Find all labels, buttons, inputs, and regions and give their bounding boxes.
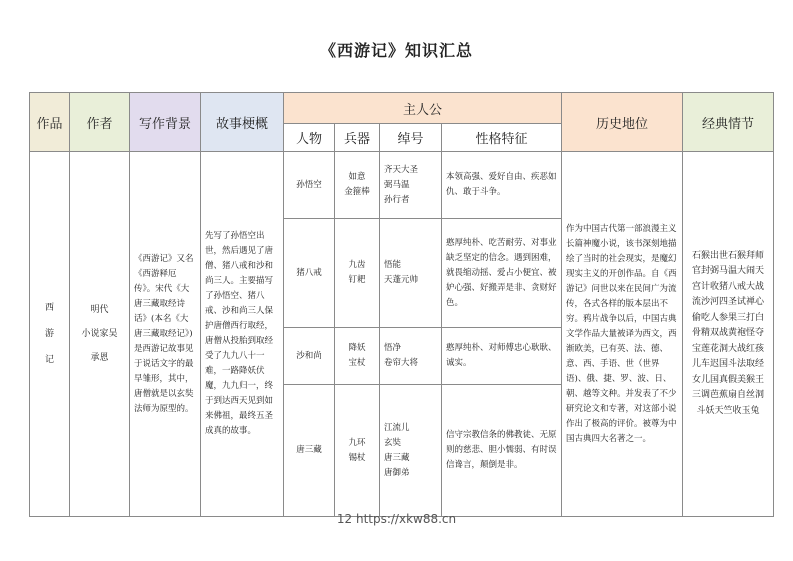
header-classic: 经典情节	[683, 93, 774, 152]
header-author: 作者	[70, 93, 130, 152]
work-char: 游	[44, 329, 54, 339]
background-text: 《西游记》又名《西游释厄传》。宋代《大唐三藏取经诗话》(本名《大唐三藏取经记》)是西游记故事见于说话文字的最早雏形，其中，唐僧就是以玄奘法师为原型的。	[134, 253, 194, 414]
character-weapon: 如意 金箍棒	[335, 152, 380, 219]
subheader-weapon: 兵器	[335, 124, 380, 152]
character-traits: 本领高强、爱好自由、疾恶如仇、敢于斗争。	[442, 152, 562, 219]
character-traits: 信守宗教信条的佛教徒、无原则的慈悲、胆小懦弱、有时误信谗言，颠倒是非。	[442, 385, 562, 517]
footer-page-url: 12 https://xkw88.cn	[336, 512, 457, 526]
knowledge-table	[29, 92, 774, 517]
plot-cell	[201, 152, 284, 517]
character-name: 唐三藏	[284, 385, 335, 517]
subheader-person: 人物	[284, 124, 335, 152]
character-weapon: 降妖 宝杖	[335, 328, 380, 385]
character-traits: 憨厚纯朴、对师傅忠心耿耿、诚实。	[442, 328, 562, 385]
character-nickname: 悟能 天蓬元帅	[380, 219, 442, 328]
status-text: 作为中国古代第一部浪漫主义长篇神魔小说，该书深刻地描绘了当时的社会现实，是魔幻现实主义的开创作品。自《西游记》问世以来在民间广为流传，各式各样的版本层出不穷。鸦片战争以后，中国古典文学作品大量被译为西文，西渐欧美，已有英、法、德、意、西、手语、世（世界语)、俄、捷、罗、波、日、朝、越等文种。并发表了不少研究论文和专著，对这部小说作出了极高的评价。被尊为中国古典四大名著之一。	[566, 223, 677, 444]
character-weapon: 九环 锡杖	[335, 385, 380, 517]
header-plot: 故事梗概	[201, 93, 284, 152]
classic-text: 石猴出世石猴拜师官封弼马温大闹天宫计收猪八戒大战流沙河四圣试禅心偷吃人参果三打白骨精双战黄袍怪夺宝莲花洞大战红孩儿车迟国斗法取经女儿国真假美猴王三调芭蕉扇自丝洞斗妖天竺收玉兔	[692, 250, 765, 416]
author-line: 明代	[90, 305, 109, 315]
author-line: 承恩	[90, 353, 109, 363]
character-name: 猪八戒	[284, 219, 335, 328]
work-char: 记	[44, 355, 54, 365]
work-char: 西	[44, 303, 54, 313]
character-name: 孙悟空	[284, 152, 335, 219]
character-name: 沙和尚	[284, 328, 335, 385]
author-line: 小说家吴	[81, 329, 118, 339]
header-status: 历史地位	[562, 93, 683, 152]
character-traits: 憨厚纯朴、吃苦耐劳、对事业缺乏坚定的信念。遇到困难，就畏缩动摇、爱占小便宜、被妒心强、好搬弄是非、贪财好色。	[442, 219, 562, 328]
page-title: 《西游记》知识汇总	[319, 41, 473, 60]
subheader-nickname: 绰号	[380, 124, 442, 152]
plot-text: 先写了孙悟空出世，然后遇见了唐僧、猪八戒和沙和尚三人。主要描写了孙悟空、猪八戒、沙和尚三人保护唐僧西行取经，唐僧从投胎到取经受了九九八十一难，一路降妖伏魔，九九归一，终于到达西天见到如来佛祖，最终五圣成真的故事。	[205, 231, 274, 436]
character-weapon: 九齿 钉耙	[335, 219, 380, 328]
character-nickname: 齐天大圣 弼马温 孙行者	[380, 152, 442, 219]
background-cell	[130, 152, 201, 517]
classic-cell	[683, 152, 774, 517]
character-nickname: 悟净 卷帘大将	[380, 328, 442, 385]
work-cell	[30, 152, 70, 517]
author-cell	[70, 152, 130, 517]
header-background: 写作背景	[130, 93, 201, 152]
character-nickname: 江流儿 玄奘 唐三藏 唐御弟	[380, 385, 442, 517]
status-cell	[562, 152, 683, 517]
subheader-traits: 性格特征	[442, 124, 562, 152]
header-protagonists: 主人公	[284, 93, 562, 124]
header-work: 作品	[30, 93, 70, 152]
